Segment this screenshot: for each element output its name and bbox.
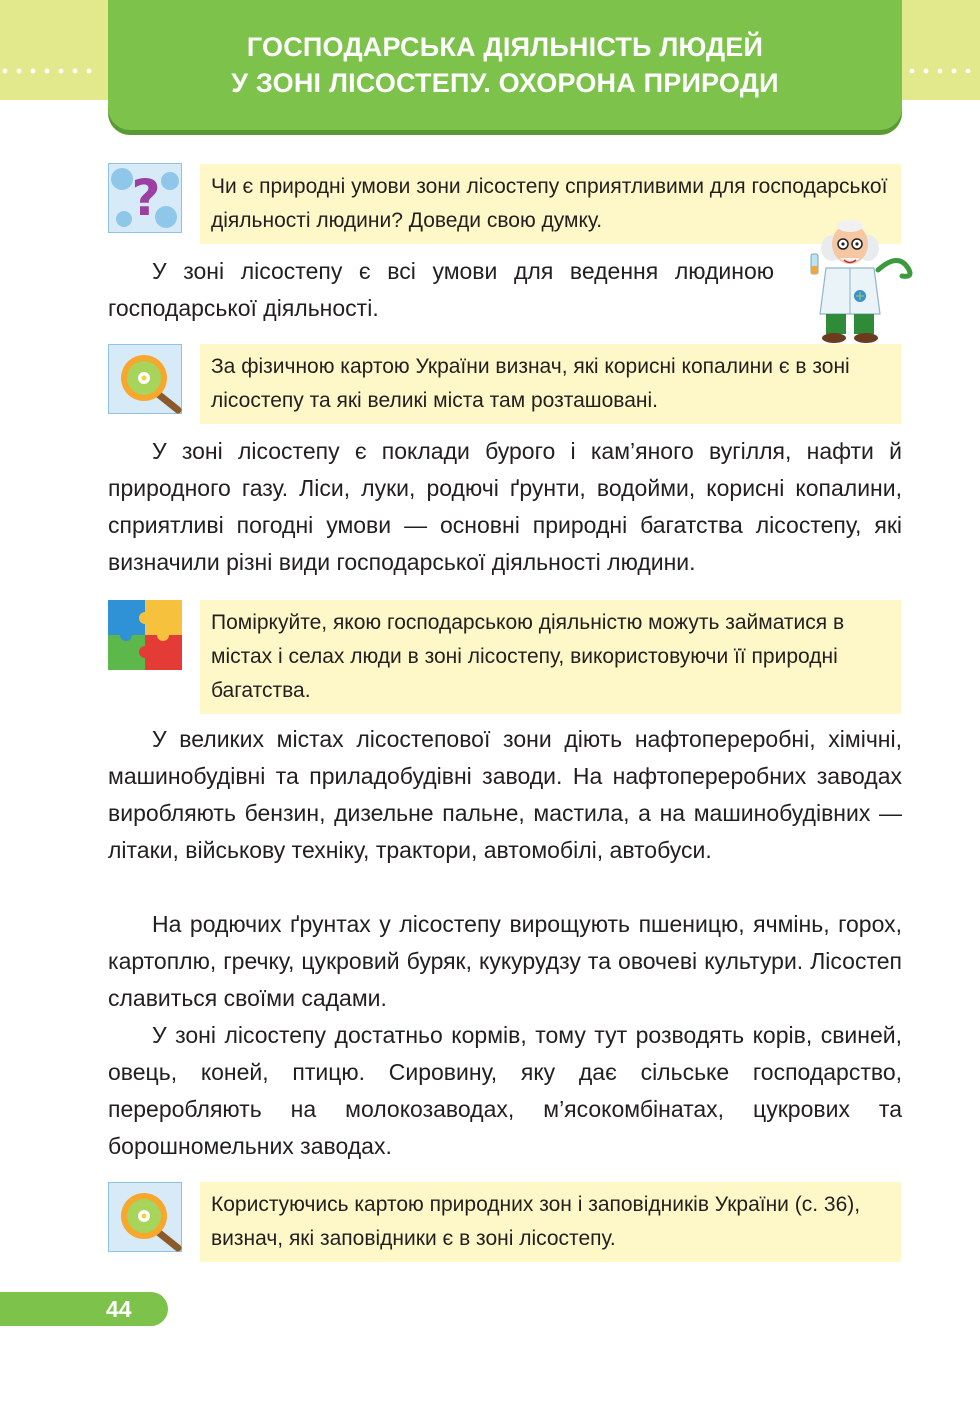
dotted-divider-left xyxy=(0,68,104,74)
paragraph: У зоні лісостепу достатньо кормів, тому тут розводять корів, свиней, овець, коней, птицю. Сировину, яку дає сільське господарство, переробляють на молокозаводах, м’ясокомбінатах, цукрових та борошномельних заводах. xyxy=(108,1022,902,1159)
paragraph: На родючих ґрунтах у лісостепу вирощують пшеницю, ячмінь, горох, картоплю, гречку, цукровий буряк, кукурудзу та овочеві культури. Лісостеп славиться своїми садами. xyxy=(108,911,902,1011)
page-title xyxy=(108,0,902,130)
question-icon xyxy=(108,163,182,233)
title-line-1: ГОСПОДАРСЬКА ДІЯЛЬНІСТЬ ЛЮДЕЙ xyxy=(246,32,764,62)
title-line-2: У ЗОНІ ЛІСОСТЕПУ. ОХОРОНА ПРИРОДИ xyxy=(231,68,779,98)
paragraph: У зоні лісостепу є поклади бурого і кам’яного вугілля, нафти й природного газу. Ліси, луки, родючі ґрунти, водойми, корисні копалини, сприятливі погодні умови — основні природні багатства лісостепу, які визначили різні види господарської діяльності людини. xyxy=(108,438,902,575)
puzzle-icon xyxy=(108,600,182,670)
paragraph: У зоні лісостепу є всі умови для ведення людиною господарської діяльності. xyxy=(108,258,774,321)
scientist-illustration xyxy=(806,212,918,344)
task-box: Поміркуйте, якою господарською діяльністю можуть займатися в містах і селах люди в зоні лісостепу, використовуючи її природні багатства. xyxy=(200,600,901,714)
task-box: Користуючись картою природних зон і заповідників України (с. 36), визнач, які заповідники є в зоні лісостепу. xyxy=(200,1182,901,1262)
dotted-divider-right xyxy=(903,68,980,74)
magnifier-icon xyxy=(108,1182,182,1252)
svg-text:?: ? xyxy=(131,169,161,227)
page-number: 44 xyxy=(106,1296,132,1322)
task-box: Чи є природні умови зони лісостепу сприятливими для господарської діяльності людини? Доведи свою думку. xyxy=(200,164,901,244)
page-number-tab xyxy=(0,1292,168,1326)
task-box: За фізичною картою України визнач, які корисні копалини є в зоні лісостепу та які великі міста там розташовані. xyxy=(200,344,901,424)
magnifier-icon xyxy=(108,344,182,414)
paragraph: У великих містах лісостепової зони діють нафтопереробні, хімічні, машинобудівні та приладобудівні заводи. На нафтопереробних заводах виробляють бензин, дизельне пальне, мастила, а на машинобудівних — літаки, військову техніку, трактори, автомобілі, автобуси. xyxy=(108,726,902,863)
